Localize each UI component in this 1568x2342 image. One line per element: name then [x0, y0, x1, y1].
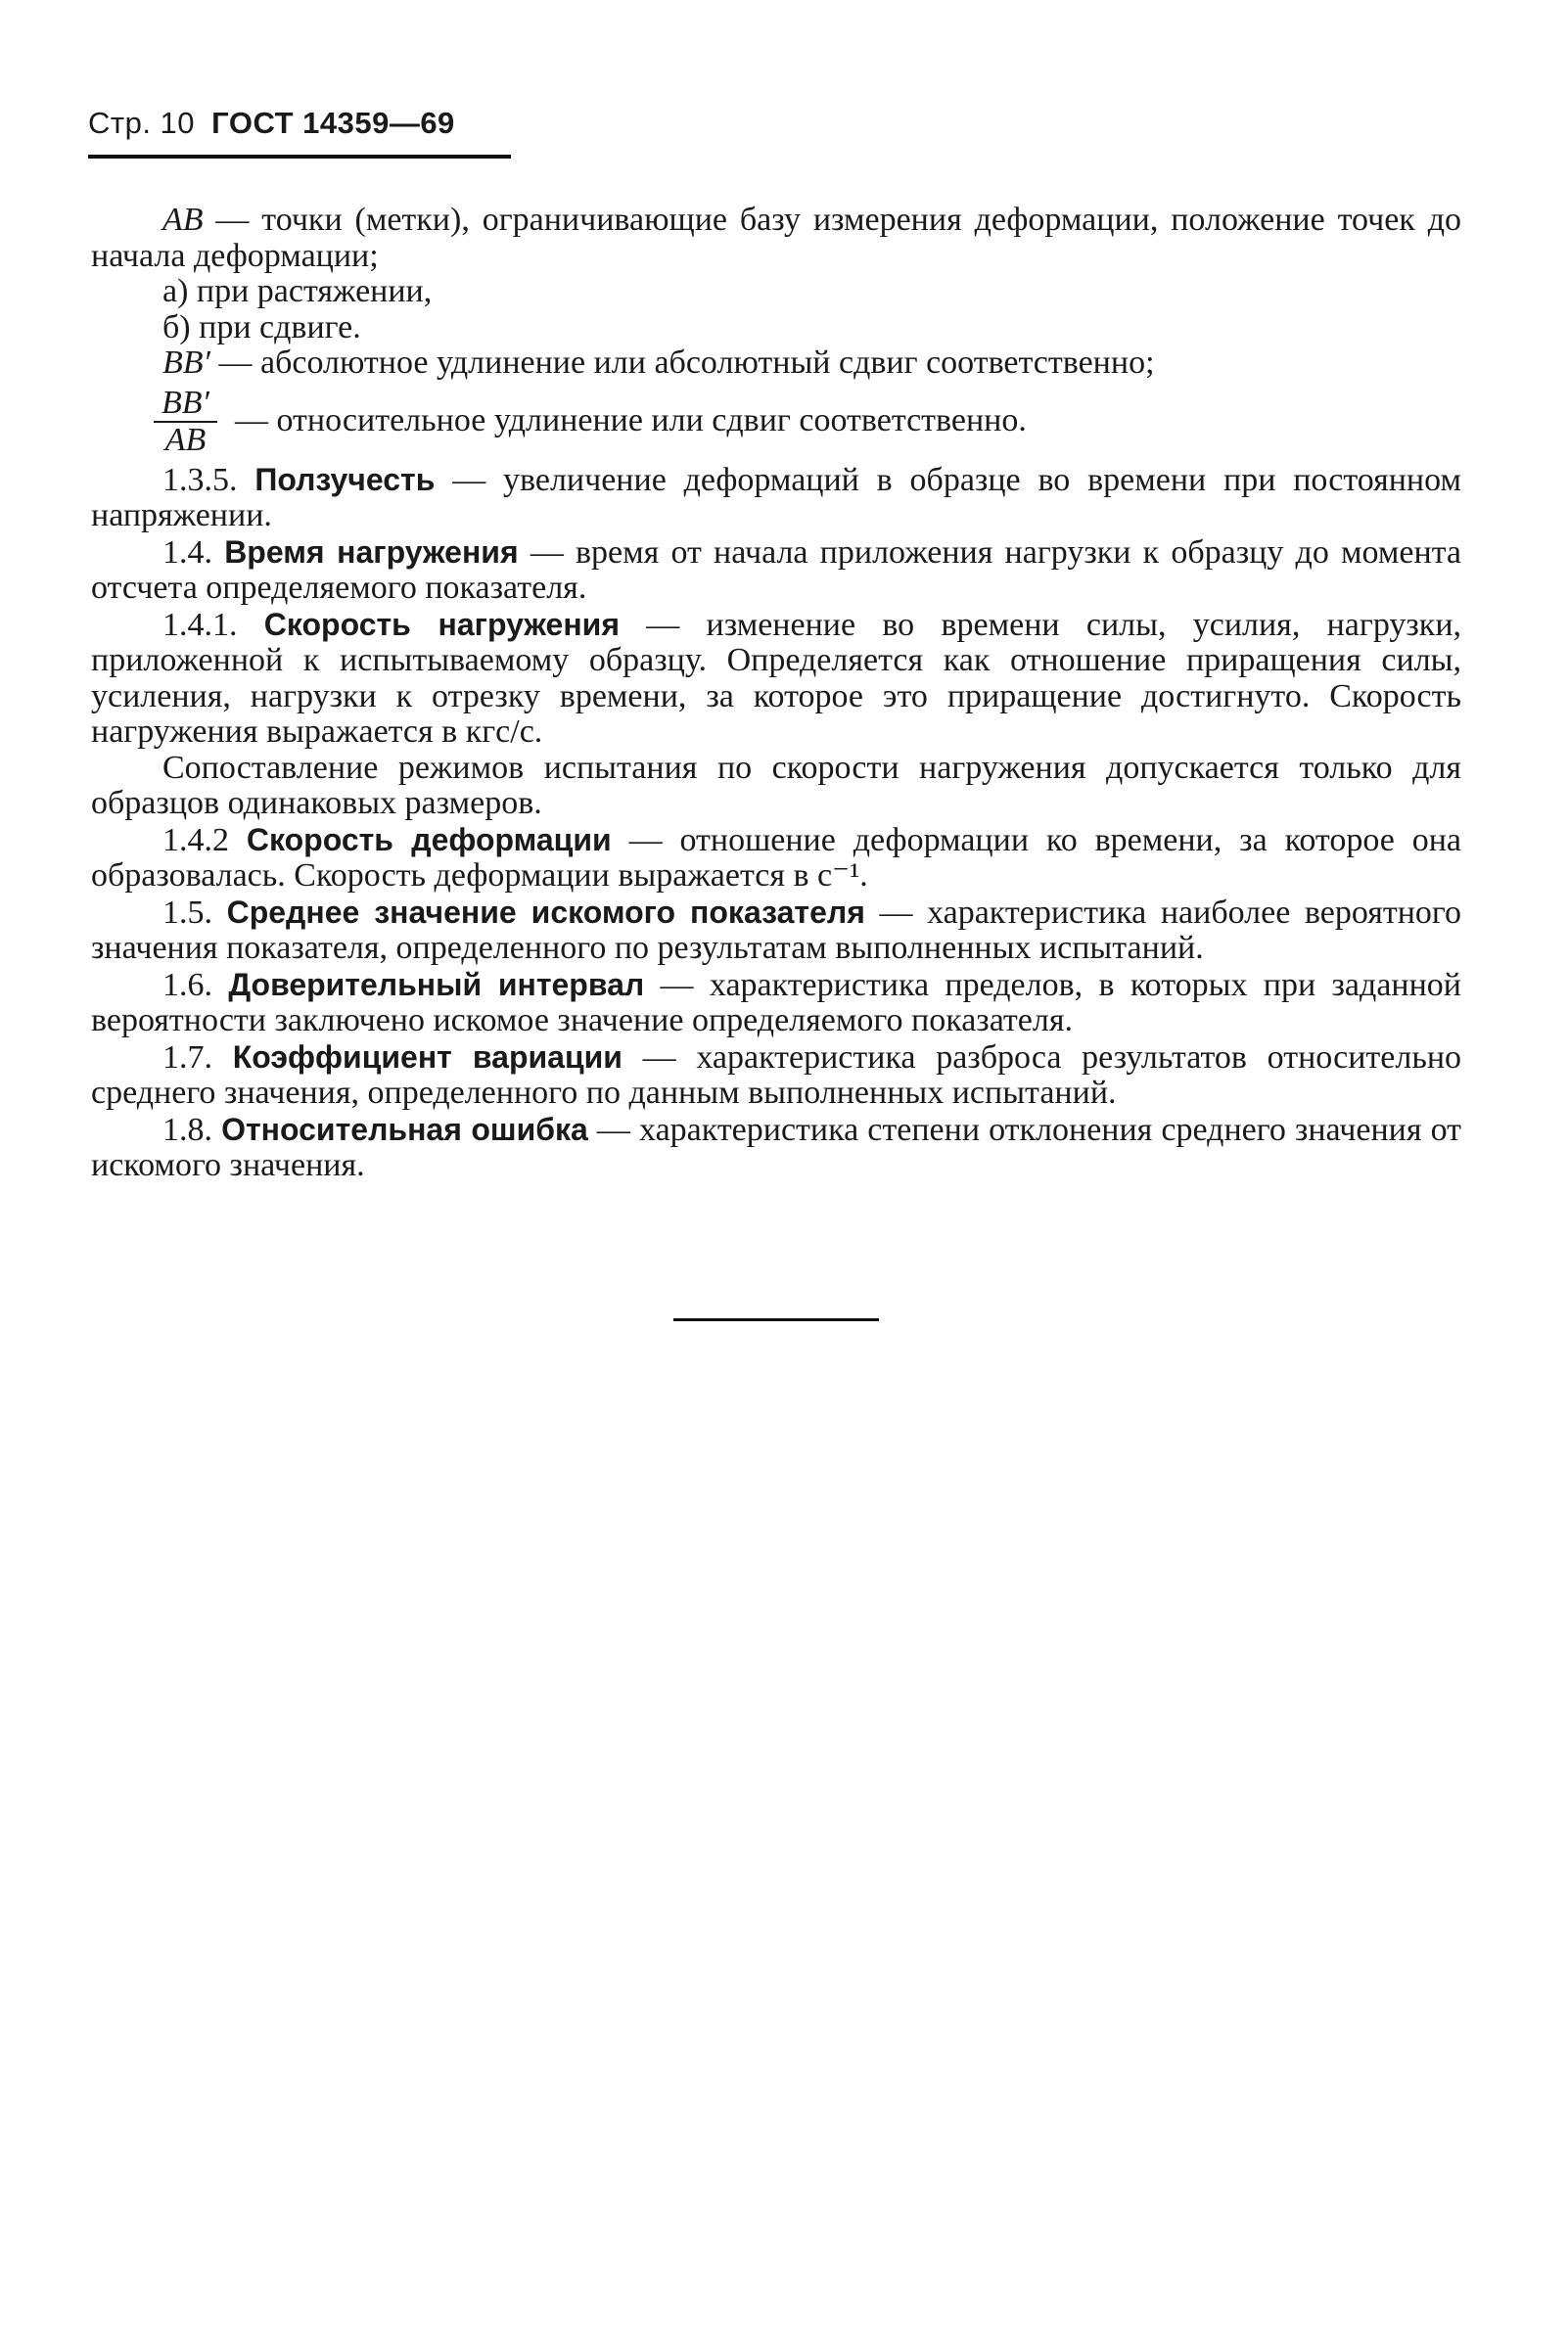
- clause-term: Время нагружения: [224, 533, 519, 570]
- clause-1-4-2: [91, 822, 1461, 895]
- relative-elongation-formula: [91, 382, 1461, 462]
- clause-1-4: [91, 534, 1461, 607]
- clause-number: 1.6.: [162, 966, 212, 1003]
- case-b: б) при сдвиге.: [162, 308, 361, 345]
- clause-1-4-1: [91, 607, 1461, 751]
- clause-1-4-1-note: [91, 751, 1461, 822]
- clause-number: 1.4.2: [162, 821, 229, 858]
- fraction-denominator: AB: [164, 421, 207, 458]
- clause-term: Скорость деформации: [246, 821, 612, 857]
- clause-term: Ползучесть: [254, 461, 436, 497]
- symbol-bb: BB′: [162, 344, 210, 381]
- fraction-text: — относительное удлинение или сдвиг соответственно.: [234, 402, 1027, 439]
- clause-number: 1.8.: [162, 1111, 212, 1148]
- clause-number: 1.3.5.: [162, 461, 238, 498]
- clause-text: — характеристика наиболее вероятного значения показателя, определенного по результатам выполненных испытаний.: [91, 894, 1461, 966]
- clause-text: — характеристика пределов, в которых при заданной вероятности заключено искомое значение определяемого показателя.: [91, 966, 1461, 1038]
- definition-ab-text: — точки (метки), ограничивающие базу измерения деформации, положение точек до начала деформации;: [91, 202, 1461, 274]
- section-end-rule: [673, 1318, 879, 1321]
- clause-text: — время от начала приложения нагрузки к образцу до момента отсчета определяемого показателя.: [91, 533, 1462, 606]
- clause-text: — увеличение деформаций в образце во времени при постоянном напряжении.: [91, 461, 1461, 533]
- fraction-numerator: BB′: [154, 386, 217, 423]
- clause-1-5: [91, 895, 1461, 967]
- document-body: [91, 203, 1461, 1184]
- page-number: Стр. 10: [88, 106, 196, 140]
- clause-number: 1.4.: [162, 533, 212, 571]
- clause-number: 1.5.: [162, 894, 212, 931]
- clause-1-7: [91, 1039, 1461, 1112]
- definition-bb-text: — абсолютное удлинение или абсолютный сдвиг соответственно;: [209, 344, 1155, 381]
- case-a: а) при растяжении,: [162, 273, 433, 309]
- clause-text: — характеристика разброса результатов относительно среднего значения, определенного по данным выполненных испытаний.: [91, 1038, 1462, 1111]
- page-header: [88, 106, 455, 141]
- definition-bb: [91, 345, 1461, 382]
- clause-text: — характеристика степени отклонения среднего значения от искомого значения.: [91, 1111, 1462, 1183]
- clause-1-8: [91, 1112, 1461, 1184]
- clause-term: Коэффициент вариации: [232, 1038, 623, 1075]
- clause-text: Сопоставление режимов испытания по скорости нагружения допускается только для образцов одинаковых размеров.: [91, 749, 1461, 821]
- clause-text: — изменение во времени силы, усилия, нагрузки, приложенной к испытываемому образцу. Определяется как отношение приращения силы, усиления, нагрузки к отрезку времени, за которое это приращение достигнуто. Скорость нагружения выражается в кгс/с.: [91, 606, 1462, 750]
- clause-number: 1.4.1.: [162, 606, 238, 643]
- standard-number: ГОСТ 14359—69: [211, 106, 455, 140]
- clause-text: — отношение деформации ко времени, за которое она образовалась. Скорость деформации выражается в с⁻¹.: [91, 821, 1462, 894]
- symbol-ab: AB: [162, 202, 204, 238]
- clause-term: Доверительный интервал: [228, 966, 645, 1002]
- clause-term: Скорость нагружения: [263, 606, 621, 642]
- fraction: [154, 386, 217, 458]
- header-rule: [88, 155, 511, 159]
- clause-term: Среднее значение искомого показателя: [226, 894, 865, 930]
- clause-term: Относительная ошибка: [221, 1111, 588, 1147]
- clause-1-6: [91, 967, 1461, 1039]
- clause-1-3-5: [91, 462, 1461, 534]
- definition-ab: [91, 203, 1461, 274]
- clause-number: 1.7.: [162, 1038, 212, 1076]
